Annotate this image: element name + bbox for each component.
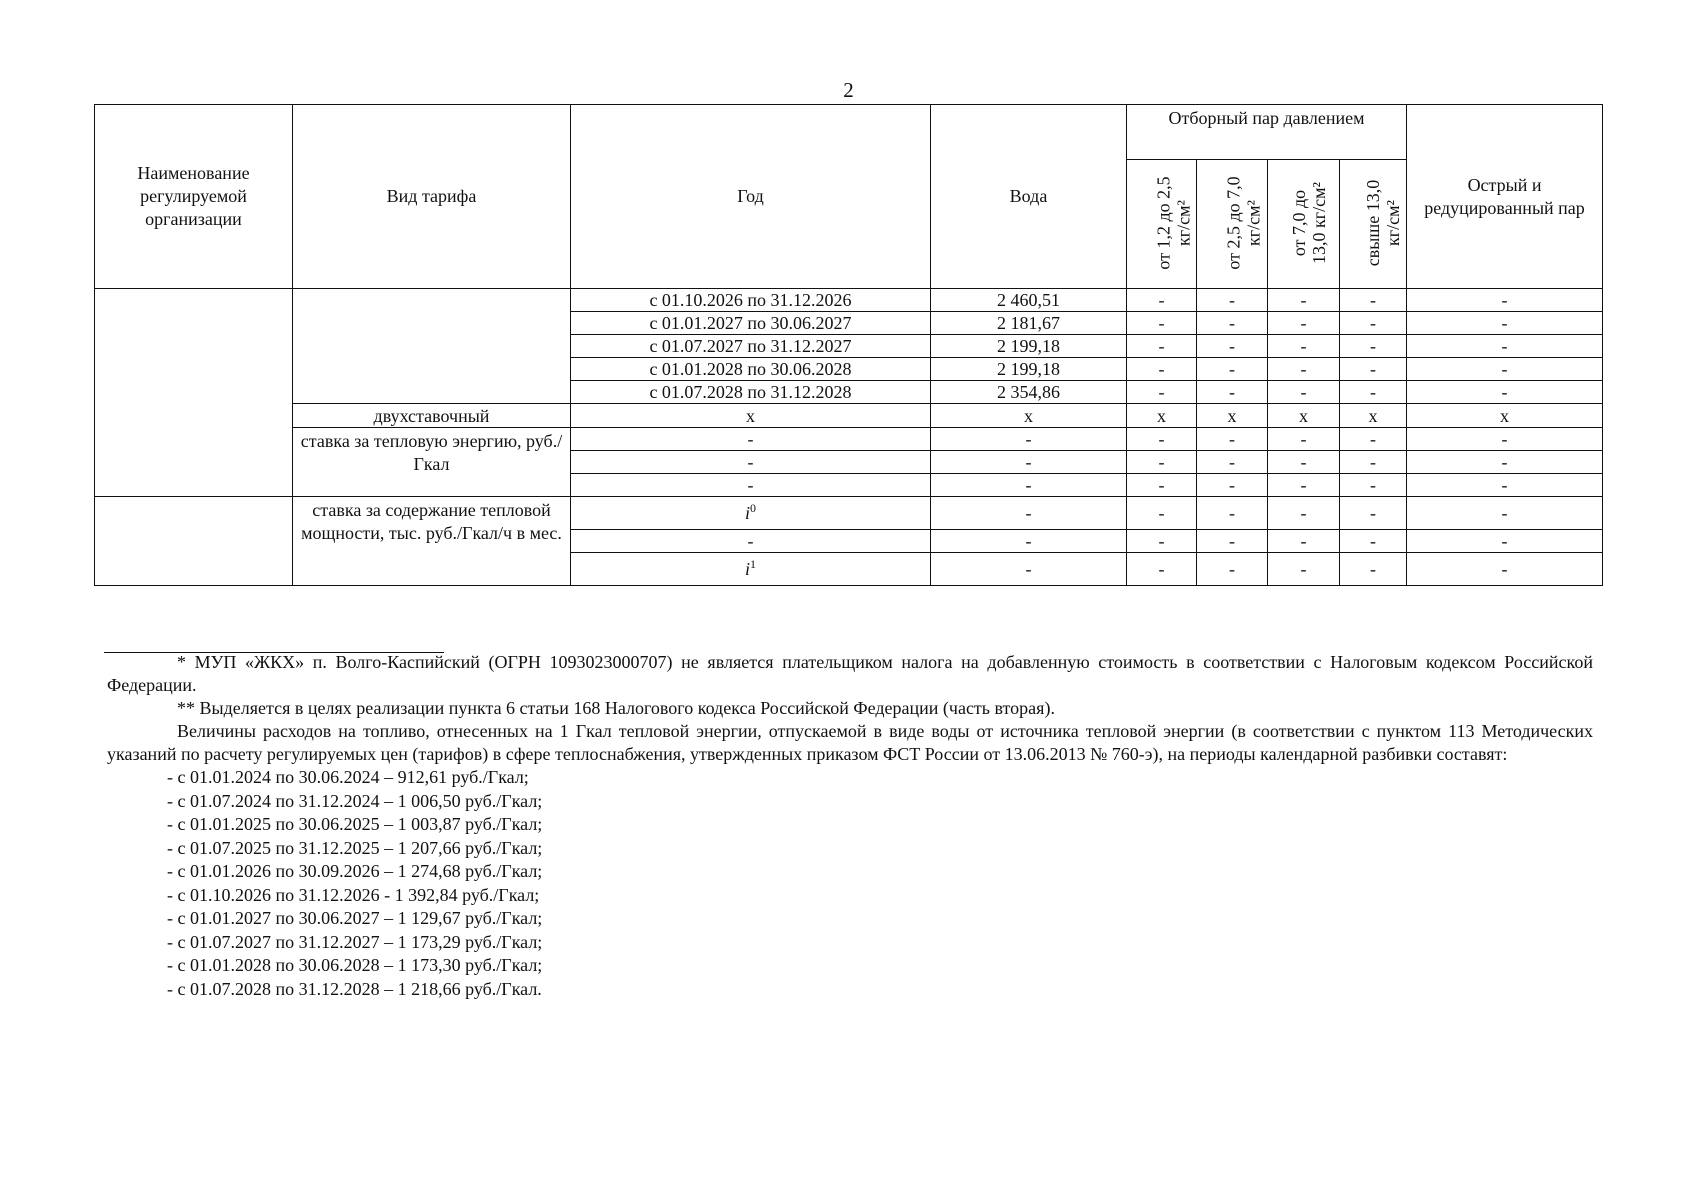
table-row: с 01.07.2028 по 31.12.2028 2 354,86 - - - - - (95, 381, 1603, 404)
header-organization: Наименование регулируемой организации (95, 105, 293, 289)
header-pressure-2: от 2,5 до 7,0 кг/см² (1197, 160, 1268, 289)
capacity-rate-label: ставка за содержание тепловой мощности, тыс. руб./Гкал/ч в мес. (293, 497, 571, 586)
list-item: - с 01.07.2028 по 31.12.2028 – 1 218,66 руб./Гкал. (167, 978, 542, 999)
header-tariff-type: Вид тарифа (293, 105, 571, 289)
header-pressure-3: от 7,0 до 13,0 кг/см² (1268, 160, 1340, 289)
list-item: - с 01.01.2026 по 30.09.2026 – 1 274,68 руб./Гкал; (167, 861, 543, 881)
header-steam-pressure: Отборный пар давлением (1127, 105, 1407, 160)
list-item: - с 01.01.2025 по 30.06.2025 – 1 003,87 руб./Гкал; (167, 814, 543, 834)
list-item: - с 01.10.2026 по 31.12.2026 - 1 392,84 руб./Гкал; (167, 884, 540, 905)
list-item: - с 01.01.2024 по 30.06.2024 – 912,61 руб./Гкал; (167, 767, 529, 787)
table-row: с 01.07.2027 по 31.12.2027 2 199,18 - - - - - (95, 335, 1603, 358)
table-row: с 01.01.2027 по 30.06.2027 2 181,67 - - - - - (95, 312, 1603, 335)
organization-cell-2 (95, 497, 293, 586)
energy-rate-label: ставка за тепловую энергию, руб./Гкал (293, 428, 571, 497)
capacity-i0: $i^0$ (571, 497, 931, 530)
two-part-label: двухставочный (293, 404, 571, 428)
list-item: - с 01.01.2027 по 30.06.2027 – 1 129,67 руб./Гкал; (167, 908, 543, 928)
table-row-two-part: двухставочный x x x x x x x (95, 404, 1603, 428)
header-row-1 (95, 105, 1603, 160)
table-row: $i^1$ - - - - - - (95, 553, 1603, 586)
table-row: ставка за тепловую энергию, руб./Гкал - - - - - - - (95, 428, 1603, 451)
footnote-vat: * МУП «ЖКХ» п. Волго-Каспийский (ОГРН 1093023000707) не является плательщиком налога на добавленную стоимость в соответствии с Налоговым кодексом Российской Федерации. (107, 652, 1593, 695)
table-row: с 01.10.2026 по 31.12.2026 2 460,51 - - - - - (95, 289, 1603, 312)
table-row: ставка за содержание тепловой мощности, тыс. руб./Гкал/ч в мес. $i^0$ - - - - - - (95, 497, 1603, 530)
tariff-type-cell (293, 289, 571, 404)
header-pressure-4: свыше 13,0 кг/см² (1340, 160, 1407, 289)
organization-cell (95, 289, 293, 497)
header-sharp-steam: Острый и редуцированный пар (1407, 105, 1603, 289)
list-item: - с 01.07.2024 по 31.12.2024 – 1 006,50 руб./Гкал; (167, 790, 543, 811)
tariff-table (94, 104, 1603, 586)
capacity-i1: $i^1$ (571, 553, 931, 586)
fuel-cost-list (107, 766, 1593, 1001)
footnote-tax-code: ** Выделяется в целях реализации пункта 6 статьи 168 Налогового кодекса Российской Федерации (часть вторая). (177, 698, 1055, 718)
page-number: 2 (843, 78, 854, 102)
table-row: - - - - - - - (95, 530, 1603, 553)
footnote-fuel-costs: Величины расходов на топливо, отнесенных на 1 Гкал тепловой энергии, отпускаемой в виде воды от источника тепловой энергии (в соответствии с пунктом 113 Методических указаний по расчету регулируемых цен (тарифов) в сфере теплоснабжения, утвержденных приказом ФСТ России от 13.06.2013 № 760-э), на периоды календарной разбивки составят: (107, 721, 1593, 764)
footnotes (107, 651, 1593, 1001)
list-item: - с 01.01.2028 по 30.06.2028 – 1 173,30 руб./Гкал; (167, 955, 543, 975)
table-row: - - - - - - - (95, 474, 1603, 497)
table-row: с 01.01.2028 по 30.06.2028 2 199,18 - - - - - (95, 358, 1603, 381)
list-item: - с 01.07.2027 по 31.12.2027 – 1 173,29 руб./Гкал; (167, 931, 543, 952)
header-year: Год (571, 105, 931, 289)
header-pressure-1: от 1,2 до 2,5 кг/см² (1127, 160, 1197, 289)
header-water: Вода (931, 105, 1127, 289)
table-row: - - - - - - - (95, 451, 1603, 474)
list-item: - с 01.07.2025 по 31.12.2025 – 1 207,66 руб./Гкал; (167, 837, 543, 858)
